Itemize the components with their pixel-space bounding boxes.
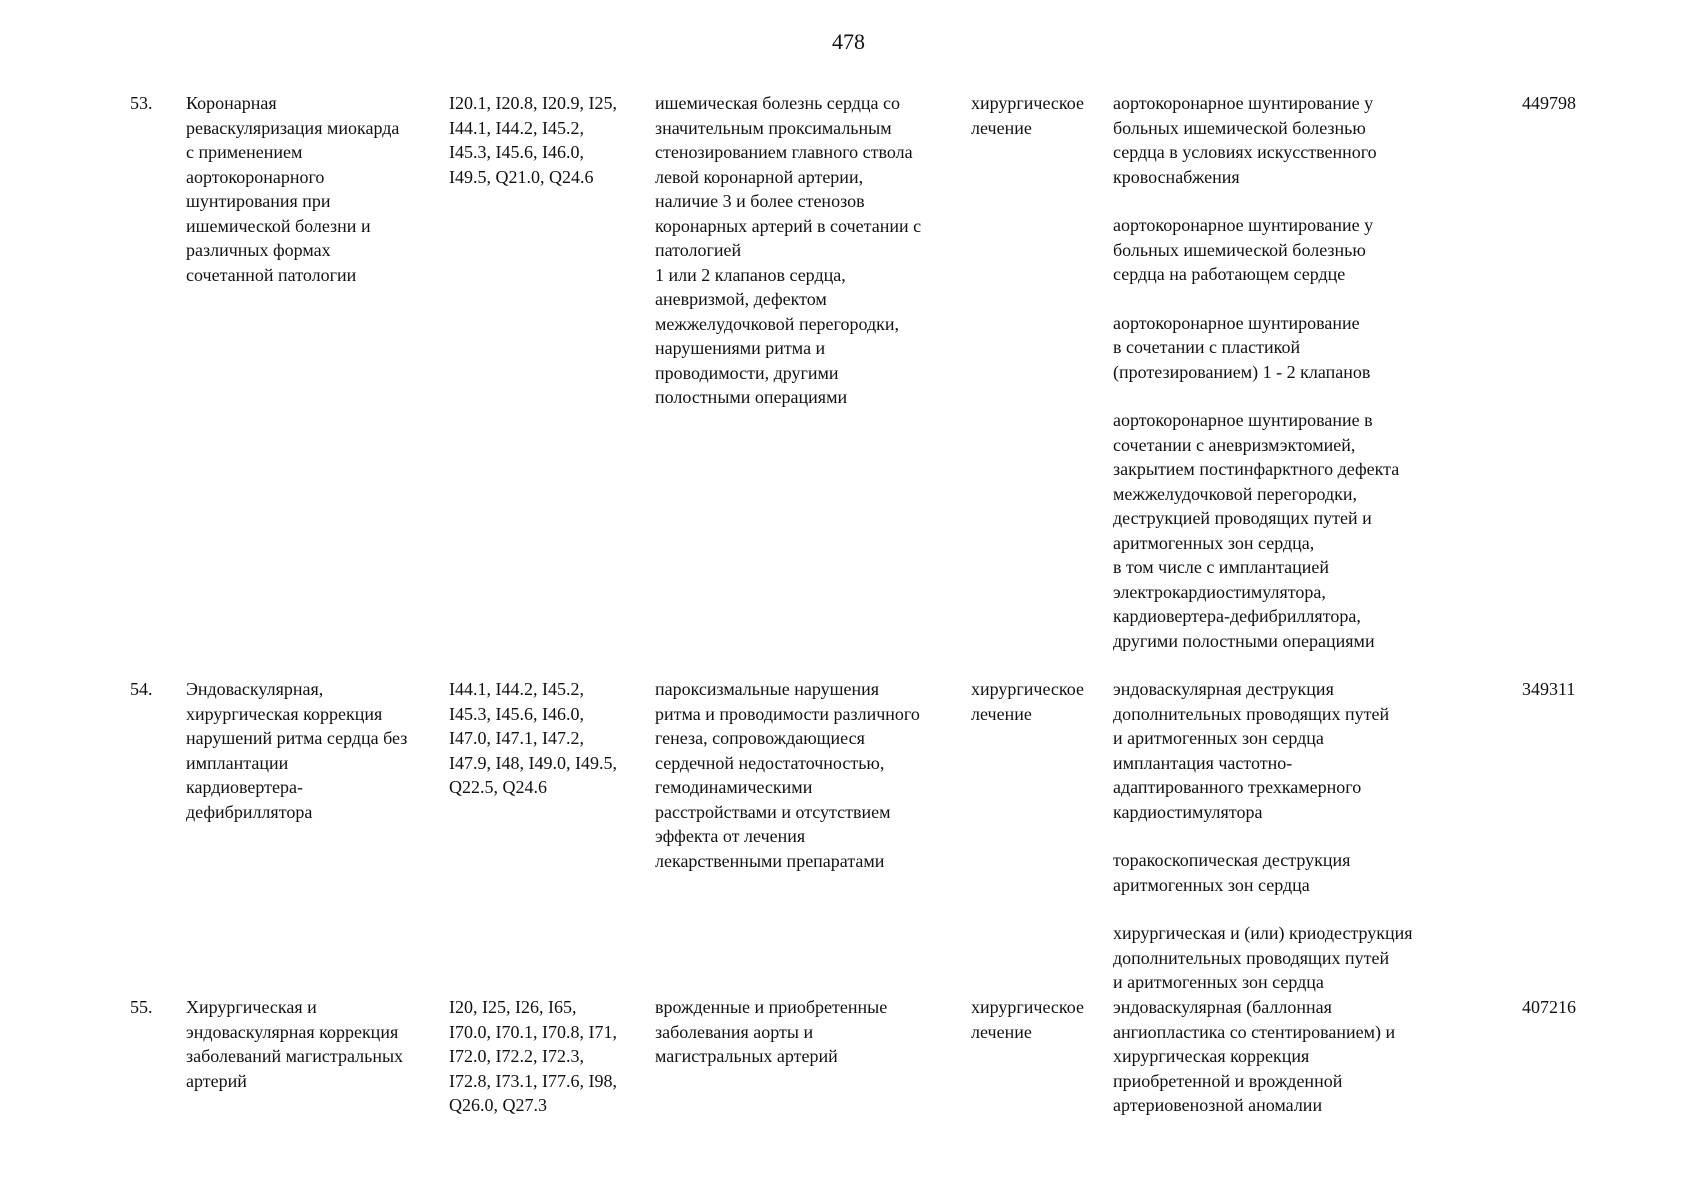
text-line: Коронарная [186, 93, 277, 113]
text-line: ишемическая болезнь сердца со [655, 93, 901, 113]
cost-value: 349311 [1522, 679, 1576, 699]
text-line: кардиовертера- [186, 777, 303, 797]
text-line: заболеваний магистральных [186, 1046, 404, 1066]
text-line: гемодинамическими [655, 777, 813, 797]
text-line: левой коронарной артерии, [655, 166, 864, 187]
text-line: имплантация частотно- [1113, 752, 1293, 773]
text-line: другими полостными операциями [1113, 630, 1375, 651]
text-line: аритмогенных зон сердца [1113, 874, 1310, 895]
text-line: ишемической болезни и [186, 215, 371, 236]
text-line: врожденные и приобретенные [655, 997, 888, 1017]
text-line: в том числе с имплантацией [1113, 557, 1330, 577]
icd-codes [449, 995, 617, 1118]
text-line: межжелудочковой перегородки, [655, 313, 900, 334]
row-number: 54. [130, 679, 153, 699]
patient-model [655, 91, 921, 410]
text-line: эндоваскулярная (баллонная [1113, 997, 1332, 1017]
text-line: аортокоронарного [186, 166, 325, 187]
text-line: магистральных артерий [655, 1046, 838, 1066]
text-line: и аритмогенных зон сердца [1113, 728, 1324, 748]
text-line: аортокоронарное шунтирование [1113, 312, 1360, 333]
text-line: патологией [655, 240, 742, 260]
row-number: 55. [130, 997, 153, 1017]
text-line: сердца на работающем сердце [1113, 264, 1346, 284]
treatment-method [1113, 311, 1399, 385]
treatment-method [1113, 921, 1413, 995]
treatment-type [971, 995, 1084, 1044]
text-line: Эндоваскулярная, [186, 679, 324, 699]
text-line: аортокоронарное шунтирование в [1113, 410, 1373, 430]
text-line: сочетании с аневризмэктомией, [1113, 434, 1356, 455]
icd-codes [449, 91, 617, 189]
text-line: закрытием постинфарктного дефекта [1113, 459, 1400, 479]
text-line: межжелудочковой перегородки, [1113, 483, 1358, 504]
text-line: дефибриллятора [186, 801, 313, 822]
text-line: больных ишемической болезнью [1113, 117, 1366, 138]
text-line: сердца в условиях искусственного [1113, 142, 1377, 162]
treatment-type [971, 91, 1084, 140]
text-line: хирургическое [971, 997, 1084, 1017]
text-line: Q22.5, Q24.6 [449, 777, 547, 797]
text-line: наличие 3 и более стенозов [655, 191, 865, 211]
text-line: пароксизмальные нарушения [655, 679, 879, 699]
text-line: заболевания аорты и [655, 1021, 814, 1042]
text-line: ритма и проводимости различного [655, 703, 920, 724]
icd-codes [449, 677, 617, 800]
text-line: хирургическая коррекция [186, 703, 383, 724]
text-line: I20, I25, I26, I65, [449, 997, 577, 1017]
text-line: кардиовертера-дефибриллятора, [1113, 606, 1361, 626]
text-line: I47.0, I47.1, I47.2, [449, 728, 584, 748]
text-line: эндоваскулярная коррекция [186, 1021, 399, 1042]
text-line: электрокардиостимулятора, [1113, 581, 1326, 602]
patient-model [655, 995, 887, 1069]
cost-value: 407216 [1522, 997, 1576, 1017]
text-line: I44.1, I44.2, I45.2, [449, 679, 584, 699]
text-line: хирургическая коррекция [1113, 1046, 1310, 1066]
care-type-name [186, 677, 407, 824]
text-line: деструкцией проводящих путей и [1113, 508, 1372, 528]
treatment-method [1113, 995, 1395, 1118]
text-line: нарушениями ритма и [655, 338, 826, 358]
text-line: хирургическое [971, 679, 1084, 699]
text-line: и аритмогенных зон сердца [1113, 972, 1324, 992]
text-line: аортокоронарное шунтирование у [1113, 215, 1374, 235]
care-type-name [186, 995, 403, 1093]
text-line: адаптированного трехкамерного [1113, 777, 1362, 797]
text-line: хирургическое [971, 93, 1084, 113]
text-line: I45.3, I45.6, I46.0, [449, 142, 584, 162]
treatment-method [1113, 677, 1413, 824]
text-line: эффекта от лечения [655, 826, 806, 846]
text-line: I45.3, I45.6, I46.0, [449, 703, 584, 724]
text-line: аневризмой, дефектом [655, 289, 827, 309]
text-line: нарушений ритма сердца без [186, 728, 408, 748]
patient-model [655, 677, 920, 873]
row-number: 53. [130, 93, 153, 113]
text-line: стенозированием главного ствола [655, 142, 913, 162]
text-line: имплантации [186, 752, 289, 773]
text-line: аортокоронарное шунтирование у [1113, 93, 1374, 113]
page-number: 478 [832, 29, 865, 54]
text-line: лечение [971, 1021, 1032, 1042]
text-line: значительным проксимальным [655, 117, 892, 138]
text-line: лечение [971, 117, 1032, 138]
treatment-methods [1113, 995, 1395, 1118]
text-line: Хирургическая и [186, 997, 317, 1017]
text-line: I49.5, Q21.0, Q24.6 [449, 166, 594, 187]
text-line: шунтирования при [186, 191, 331, 211]
text-line: ангиопластика со стентированием) и [1113, 1021, 1396, 1042]
text-line: I72.0, I72.2, I72.3, [449, 1046, 584, 1066]
text-line: реваскуляризация миокарда [186, 117, 400, 138]
text-line: хирургическая и (или) криодеструкция [1113, 923, 1413, 943]
text-line: торакоскопическая деструкция [1113, 850, 1351, 870]
text-line: различных формах [186, 240, 331, 260]
cost-value: 449798 [1522, 93, 1576, 113]
treatment-type [971, 677, 1084, 726]
text-line: приобретенной и врожденной [1113, 1070, 1343, 1091]
text-line: аритмогенных зон сердца, [1113, 532, 1315, 553]
text-line: больных ишемической болезнью [1113, 239, 1366, 260]
treatment-methods [1113, 91, 1399, 653]
text-line: I70.0, I70.1, I70.8, I71, [449, 1021, 617, 1042]
text-line: артериовенозной аномалии [1113, 1095, 1323, 1115]
treatment-methods [1113, 677, 1413, 995]
care-type-name [186, 91, 399, 287]
text-line: артерий [186, 1070, 247, 1091]
text-line: сердечной недостаточностью, [655, 752, 885, 773]
text-line: расстройствами и отсутствием [655, 801, 891, 822]
text-line: в сочетании с пластикой [1113, 337, 1301, 357]
text-line: I47.9, I48, I49.0, I49.5, [449, 752, 617, 773]
text-line: сочетанной патологии [186, 264, 357, 285]
text-line: дополнительных проводящих путей [1113, 703, 1390, 724]
text-line: эндоваскулярная деструкция [1113, 679, 1334, 699]
text-line: лечение [971, 703, 1032, 724]
treatment-method [1113, 213, 1399, 287]
text-line: полостными операциями [655, 387, 848, 407]
text-line: лекарственными препаратами [655, 850, 885, 871]
text-line: коронарных артерий в сочетании с [655, 215, 922, 236]
treatment-method [1113, 408, 1399, 653]
text-line: I20.1, I20.8, I20.9, I25, [449, 93, 617, 113]
text-line: проводимости, другими [655, 362, 839, 383]
text-line: I72.8, I73.1, I77.6, I98, [449, 1070, 617, 1091]
text-line: 1 или 2 клапанов сердца, [655, 264, 846, 285]
text-line: с применением [186, 142, 303, 162]
text-line: генеза, сопровождающиеся [655, 728, 865, 748]
treatment-method [1113, 848, 1413, 897]
text-line: (протезированием) 1 - 2 клапанов [1113, 361, 1371, 382]
treatment-method [1113, 91, 1399, 189]
text-line: кардиостимулятора [1113, 801, 1263, 822]
text-line: Q26.0, Q27.3 [449, 1095, 547, 1115]
text-line: кровоснабжения [1113, 166, 1240, 187]
text-line: дополнительных проводящих путей [1113, 947, 1390, 968]
text-line: I44.1, I44.2, I45.2, [449, 117, 584, 138]
